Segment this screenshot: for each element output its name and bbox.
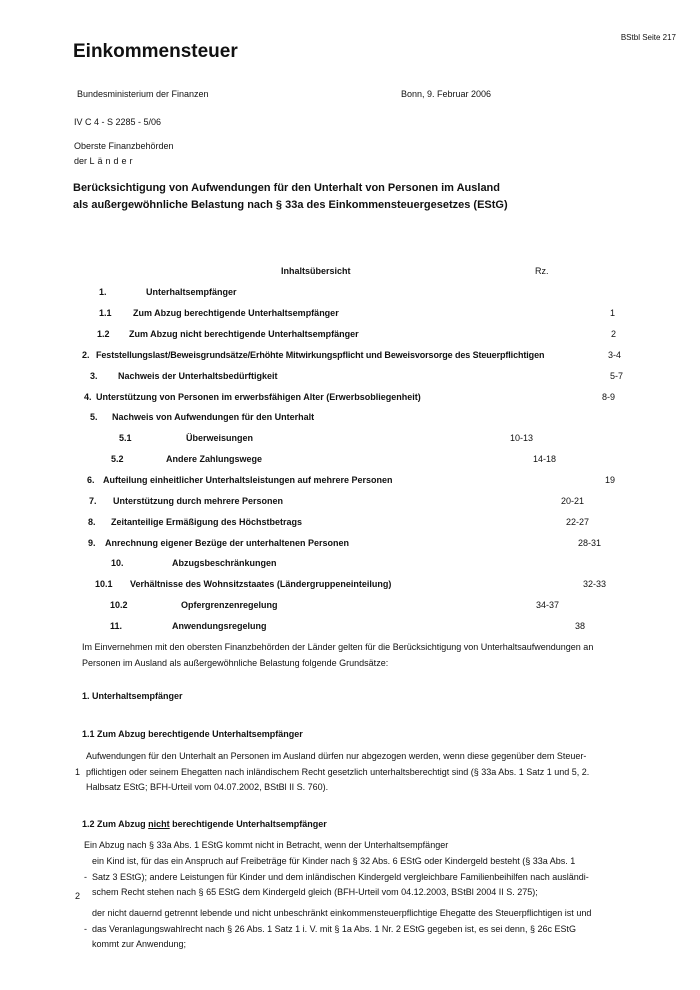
toc-number: 1.1 [99, 308, 112, 318]
toc-rz: 14-18 [533, 454, 557, 464]
paragraph-2-lead: Ein Abzug nach § 33a Abs. 1 EStG kommt nicht in Betracht, wenn der Unterhaltsempfänger [84, 840, 449, 850]
toc-entry[interactable] [0, 371, 700, 383]
toc-entry[interactable] [0, 287, 700, 299]
toc-label: Unterstützung von Personen im erwerbsfähigen Alter (Erwerbsobliegenheit) [96, 392, 421, 402]
bullet2-line3: kommt zur Anwendung; [92, 939, 187, 949]
toc-rz: 3-4 [608, 350, 622, 360]
document-title-line2: als außergewöhnliche Belastung nach § 33a des Einkommensteuergesetzes (EStG) [73, 199, 508, 211]
toc-label: Anwendungsregelung [172, 621, 267, 631]
bullet-dash: - [84, 872, 87, 882]
toc-number: 5.1 [119, 433, 132, 443]
toc-entry[interactable] [0, 538, 700, 550]
toc-number: 9. [88, 538, 96, 548]
toc-entry[interactable] [0, 496, 700, 508]
recipients-line2 [74, 156, 136, 167]
toc-heading: Inhaltsübersicht [281, 266, 351, 276]
toc-number: 6. [87, 475, 95, 485]
toc-entry[interactable] [0, 350, 700, 362]
heading-part: 1.2 Zum Abzug [82, 819, 149, 829]
toc-entry[interactable] [0, 579, 700, 591]
toc-number: 3. [90, 371, 98, 381]
toc-entry[interactable] [0, 433, 700, 445]
toc-rz: 32-33 [583, 579, 607, 589]
section-heading-1-2 [82, 819, 327, 830]
toc-label: Nachweis der Unterhaltsbedürftigkeit [118, 371, 278, 381]
toc-number: 1. [99, 287, 107, 297]
toc-entry[interactable] [0, 517, 700, 529]
section-heading-1: 1. Unterhaltsempfänger [82, 691, 183, 701]
toc-label: Aufteilung einheitlicher Unterhaltsleistungen auf mehrere Personen [103, 475, 393, 485]
toc-entry[interactable] [0, 392, 700, 404]
heading-part: berechtigende Unterhaltsempfänger [169, 819, 327, 829]
toc-rz-label: Rz. [535, 266, 549, 276]
toc-number: 5. [90, 412, 98, 422]
toc-entry[interactable] [0, 621, 700, 633]
toc-entry[interactable] [0, 558, 700, 570]
toc-label: Zum Abzug berechtigende Unterhaltsempfänger [133, 308, 339, 318]
toc-entry[interactable] [0, 329, 700, 341]
toc-entry[interactable] [0, 412, 700, 424]
toc-label: Zeitanteilige Ermäßigung des Höchstbetrags [111, 517, 303, 527]
paragraph-1-line1: Aufwendungen für den Unterhalt an Personen im Ausland dürfen nur abgezogen werden, wenn diese gegenüber dem Steuer- [86, 751, 587, 761]
toc-label: Feststellungslast/Beweisgrundsätze/Erhöhte Mitwirkungspflicht und Beweisvorsorge des Steuerpflichtigen [96, 350, 545, 360]
file-reference: IV C 4 - S 2285 - 5/06 [74, 117, 162, 127]
intro-line2: Personen im Ausland als außergewöhnliche Belastung folgende Grundsätze: [82, 658, 389, 668]
toc-label: Nachweis von Aufwendungen für den Unterhalt [112, 412, 315, 422]
toc-number: 10.1 [95, 579, 113, 589]
place-date: Bonn, 9. Februar 2006 [401, 89, 492, 99]
heading-emphasis: nicht [148, 819, 170, 829]
bullet1-line1: ein Kind ist, für das ein Anspruch auf Freibeträge für Kinder nach § 32 Abs. 6 EStG oder Kindergeld besteht (§ 33a Abs. 1 [92, 856, 576, 866]
toc-rz: 34-37 [536, 600, 560, 610]
toc-rz: 38 [575, 621, 586, 631]
toc-number: 11. [110, 621, 123, 631]
toc-number: 2. [82, 350, 90, 360]
bullet-dash: - [84, 924, 87, 934]
toc-entry[interactable] [0, 308, 700, 320]
document-title-line1: Berücksichtigung von Aufwendungen für den Unterhalt von Personen im Ausland [73, 182, 500, 194]
toc-number: 7. [89, 496, 97, 506]
bullet1-line3: schem Recht stehen nach § 65 EStG dem Kindergeld gleich (BFH-Urteil vom 04.12.2003, BStBl 2004 II S. 275); [92, 887, 538, 897]
toc-label: Abzugsbeschränkungen [172, 558, 277, 568]
toc-rz: 22-27 [566, 517, 590, 527]
toc-rz: 10-13 [510, 433, 534, 443]
margin-number-2: 2 [75, 891, 81, 901]
toc-entry[interactable] [0, 600, 700, 612]
paragraph-1-line3: Halbsatz EStG; BFH-Urteil vom 04.07.2002, BStBl II S. 760). [86, 782, 329, 792]
paragraph-1-line2: pflichtigen oder seinem Ehegatten nach inländischem Recht gesetzlich unterhaltsberechtigt sind (§ 33a Abs. 1 Satz 1 und 5, 2. [86, 767, 590, 777]
bullet2-line2: das Veranlagungswahlrecht nach § 26 Abs. 1 Satz 1 i. V. mit § 1a Abs. 1 Nr. 2 EStG gegeben ist, es sei denn, § 26c EStG [92, 924, 576, 934]
sender: Bundesministerium der Finanzen [77, 89, 209, 99]
intro-line1: Im Einvernehmen mit den obersten Finanzbehörden der Länder gelten für die Berücksichtigung von Unterhaltsaufwendungen an [82, 642, 594, 652]
toc-rz: 28-31 [578, 538, 602, 548]
toc-rz: 19 [605, 475, 616, 485]
toc-number: 10. [111, 558, 124, 568]
toc-label: Andere Zahlungswege [166, 454, 263, 464]
toc-entry[interactable] [0, 475, 700, 487]
toc-number: 8. [88, 517, 96, 527]
recipients-word: Länder [89, 156, 136, 166]
toc-number: 5.2 [111, 454, 124, 464]
toc-rz: 2 [611, 329, 617, 339]
page-title: Einkommensteuer [73, 41, 238, 62]
toc-number: 1.2 [97, 329, 110, 339]
section-heading-1-1: 1.1 Zum Abzug berechtigende Unterhaltsempfänger [82, 729, 303, 739]
toc-rz: 1 [610, 308, 616, 318]
toc-label: Anrechnung eigener Bezüge der unterhaltenen Personen [105, 538, 350, 548]
bullet2-line1: der nicht dauernd getrennt lebende und nicht unbeschränkt einkommensteuerpflichtige Ehegatte des Steuerpflichtigen ist und [92, 908, 592, 918]
toc-rz: 20-21 [561, 496, 585, 506]
toc-rz: 5-7 [610, 371, 624, 381]
recipients-prefix: der [74, 156, 88, 166]
toc-label: Unterstützung durch mehrere Personen [113, 496, 284, 506]
toc-number: 10.2 [110, 600, 128, 610]
toc-label: Überweisungen [186, 433, 254, 443]
toc-label: Opfergrenzenregelung [181, 600, 278, 610]
bullet1-line2: Satz 3 EStG); andere Leistungen für Kinder und dem inländischen Kindergeld vergleichbare Familienbeihilfen nach ausländi- [92, 872, 589, 882]
toc-label: Zum Abzug nicht berechtigende Unterhaltsempfänger [129, 329, 359, 339]
toc-label: Unterhaltsempfänger [146, 287, 237, 297]
toc-label: Verhältnisse des Wohnsitzstaates (Ländergruppeneinteilung) [130, 579, 392, 589]
page-reference: BStbl Seite 217 [620, 33, 676, 42]
margin-number-1: 1 [75, 767, 81, 777]
recipients-line1: Oberste Finanzbehörden [74, 141, 174, 151]
toc-entry[interactable] [0, 454, 700, 466]
toc-number: 4. [84, 392, 92, 402]
toc-rz: 8-9 [602, 392, 616, 402]
